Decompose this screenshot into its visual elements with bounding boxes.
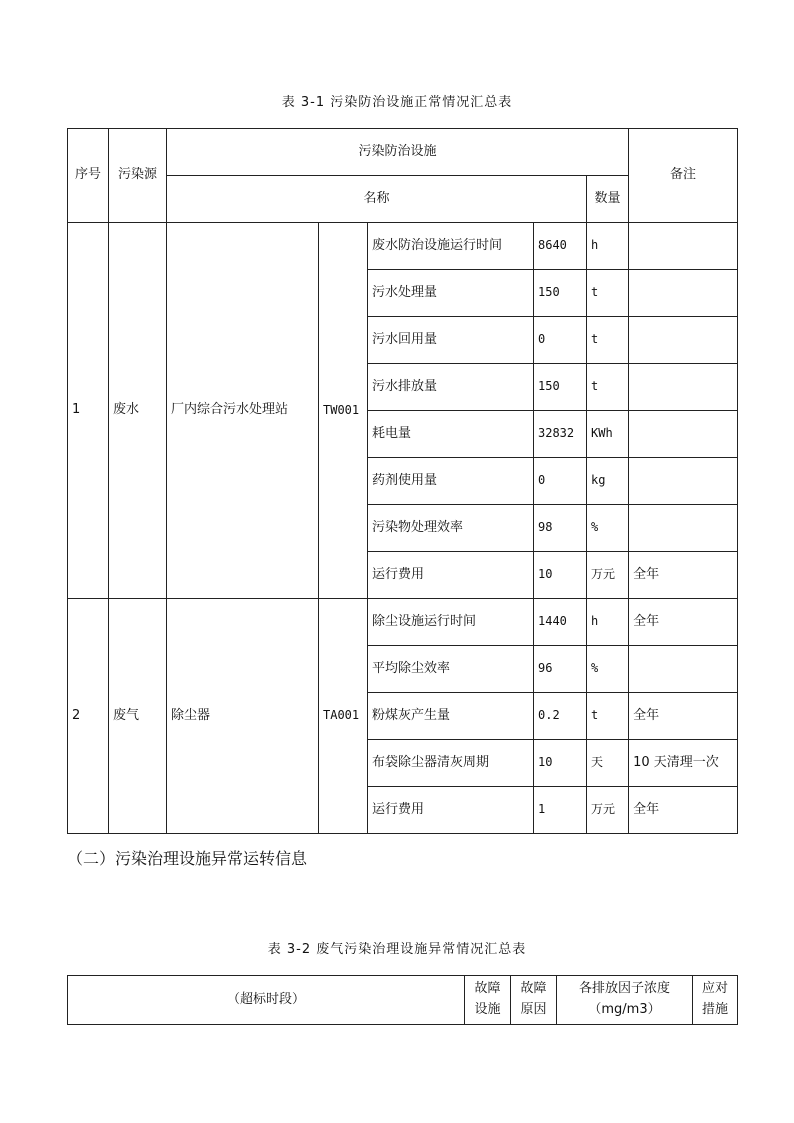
cell-unit: t — [587, 317, 629, 364]
header-measures: 应对 措施 — [693, 976, 738, 1025]
cell-item: 污水处理量 — [368, 270, 534, 317]
cell-code: TA001 — [319, 599, 368, 834]
cell-quantity: 98 — [534, 505, 587, 552]
table-row — [68, 223, 738, 270]
cell-code: TW001 — [319, 223, 368, 599]
cell-quantity: 1 — [534, 787, 587, 834]
cell-item: 药剂使用量 — [368, 458, 534, 505]
section-heading: （二）污染治理设施异常运转信息 — [67, 849, 308, 868]
cell-item: 运行费用 — [368, 552, 534, 599]
header-fault-reason: 故障 原因 — [511, 976, 557, 1025]
normal-facilities-table — [67, 128, 738, 834]
cell-remark — [629, 270, 738, 317]
header-period: （超标时段） — [68, 976, 465, 1025]
cell-unit: h — [587, 599, 629, 646]
cell-item: 粉煤灰产生量 — [368, 693, 534, 740]
cell-unit: t — [587, 364, 629, 411]
cell-remark — [629, 458, 738, 505]
cell-source: 废气 — [109, 599, 167, 834]
cell-seq: 1 — [68, 223, 109, 599]
cell-item: 布袋除尘器清灰周期 — [368, 740, 534, 787]
header-concentration: 各排放因子浓度 （mg/m3） — [557, 976, 693, 1025]
header-facility: 污染防治设施 — [167, 129, 629, 176]
header-source: 污染源 — [109, 129, 167, 223]
cell-remark: 全年 — [629, 693, 738, 740]
cell-quantity: 10 — [534, 552, 587, 599]
cell-item: 污水排放量 — [368, 364, 534, 411]
cell-unit: 万元 — [587, 787, 629, 834]
cell-remark: 全年 — [629, 552, 738, 599]
cell-quantity: 150 — [534, 364, 587, 411]
cell-facility: 除尘器 — [167, 599, 319, 834]
cell-unit: kg — [587, 458, 629, 505]
cell-unit: h — [587, 223, 629, 270]
cell-item: 运行费用 — [368, 787, 534, 834]
cell-remark — [629, 505, 738, 552]
cell-quantity: 0 — [534, 317, 587, 364]
cell-remark — [629, 223, 738, 270]
cell-unit: % — [587, 646, 629, 693]
cell-quantity: 1440 — [534, 599, 587, 646]
cell-unit: t — [587, 270, 629, 317]
cell-unit: t — [587, 693, 629, 740]
cell-remark: 10 天清理一次 — [629, 740, 738, 787]
cell-unit: 天 — [587, 740, 629, 787]
cell-seq: 2 — [68, 599, 109, 834]
cell-unit: 万元 — [587, 552, 629, 599]
cell-item: 除尘设施运行时间 — [368, 599, 534, 646]
cell-item: 污水回用量 — [368, 317, 534, 364]
cell-quantity: 0.2 — [534, 693, 587, 740]
header-seq: 序号 — [68, 129, 109, 223]
cell-remark — [629, 364, 738, 411]
table1-caption: 表 3-1 污染防治设施正常情况汇总表 — [281, 95, 513, 110]
cell-remark: 全年 — [629, 787, 738, 834]
header-quantity: 数量 — [587, 176, 629, 223]
cell-quantity: 8640 — [534, 223, 587, 270]
cell-quantity: 10 — [534, 740, 587, 787]
cell-remark — [629, 317, 738, 364]
cell-facility: 厂内综合污水处理站 — [167, 223, 319, 599]
cell-remark — [629, 411, 738, 458]
abnormal-exhaust-table — [67, 975, 738, 1025]
cell-quantity: 0 — [534, 458, 587, 505]
cell-quantity: 32832 — [534, 411, 587, 458]
table-row — [68, 599, 738, 646]
header-remark: 备注 — [629, 129, 738, 223]
table2-caption: 表 3-2 废气污染治理设施异常情况汇总表 — [267, 942, 527, 957]
cell-item: 耗电量 — [368, 411, 534, 458]
cell-remark — [629, 646, 738, 693]
cell-unit: KWh — [587, 411, 629, 458]
header-fault-facility: 故障 设施 — [465, 976, 511, 1025]
cell-quantity: 96 — [534, 646, 587, 693]
cell-remark: 全年 — [629, 599, 738, 646]
cell-item: 废水防治设施运行时间 — [368, 223, 534, 270]
cell-item: 平均除尘效率 — [368, 646, 534, 693]
cell-item: 污染物处理效率 — [368, 505, 534, 552]
cell-unit: % — [587, 505, 629, 552]
cell-source: 废水 — [109, 223, 167, 599]
header-name: 名称 — [167, 176, 587, 223]
cell-quantity: 150 — [534, 270, 587, 317]
